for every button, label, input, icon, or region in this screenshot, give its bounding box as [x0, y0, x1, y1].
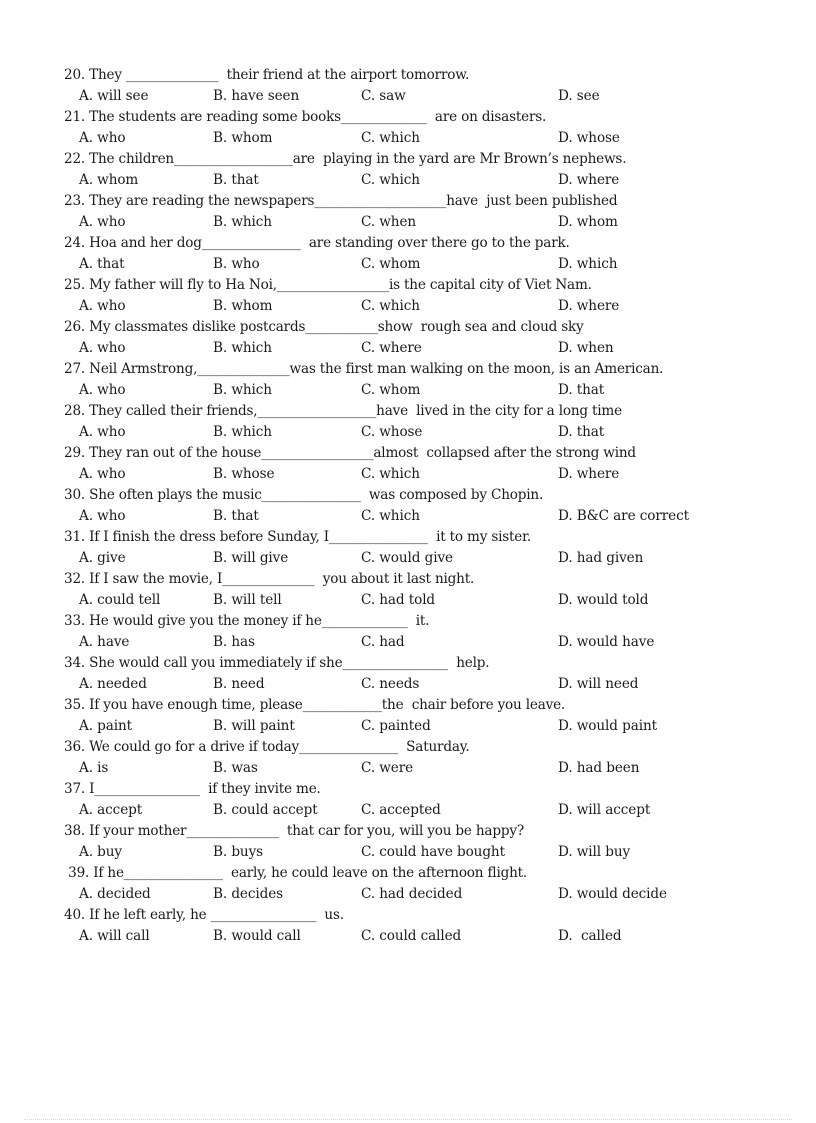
option-d: D. called	[558, 928, 622, 944]
option-c: C. had	[361, 634, 405, 650]
option-d: D. when	[558, 340, 614, 356]
option-a: A. decided	[79, 886, 151, 902]
question-28	[0, 400, 816, 442]
option-c: C. where	[361, 340, 422, 356]
question-30	[0, 484, 816, 526]
option-d: D. would told	[558, 592, 649, 608]
answer-options	[0, 927, 816, 945]
option-c: C. needs	[361, 676, 420, 692]
option-b: B. which	[213, 382, 272, 398]
option-a: A. who	[79, 382, 126, 398]
question-22	[0, 148, 816, 190]
question-stem: 34. She would call you immediately if she________________ help.	[64, 655, 490, 671]
question-29	[0, 442, 816, 484]
question-stem: 27. Neil Armstrong,______________was the first man walking on the moon, is an American.	[64, 361, 664, 377]
option-d: D. that	[558, 424, 605, 440]
option-a: A. have	[79, 634, 130, 650]
question-stem: 24. Hoa and her dog_______________ are standing over there go to the park.	[64, 235, 570, 251]
option-d: D. whom	[558, 214, 618, 230]
question-38	[0, 820, 816, 862]
option-a: A. needed	[79, 676, 147, 692]
option-c: C. had decided	[361, 886, 463, 902]
answer-options	[0, 759, 816, 777]
question-stem: 38. If your mother______________ that car for you, will you be happy?	[64, 823, 524, 839]
question-stem: 35. If you have enough time, please____________the chair before you leave.	[64, 697, 566, 713]
option-c: C. which	[361, 508, 420, 524]
question-stem: 40. If he left early, he ________________ us.	[64, 907, 344, 923]
question-21	[0, 106, 816, 148]
question-31	[0, 526, 816, 568]
option-d: D. that	[558, 382, 605, 398]
option-a: A. paint	[79, 718, 133, 734]
option-d: D. where	[558, 298, 620, 314]
option-c: C. could called	[361, 928, 462, 944]
question-stem: 37. I________________ if they invite me.	[64, 781, 321, 797]
question-39	[0, 862, 816, 904]
question-stem: 29. They ran out of the house_________________almost collapsed after the strong wind	[64, 445, 636, 461]
option-d: D. where	[558, 172, 620, 188]
answer-options	[0, 717, 816, 735]
option-d: D. B&C are correct	[558, 508, 689, 524]
question-36	[0, 736, 816, 778]
page-bottom-divider	[24, 1119, 792, 1120]
answer-options	[0, 423, 816, 441]
question-24	[0, 232, 816, 274]
option-b: B. which	[213, 214, 272, 230]
question-34	[0, 652, 816, 694]
answer-options	[0, 381, 816, 399]
answer-options	[0, 591, 816, 609]
option-d: D. had been	[558, 760, 640, 776]
option-b: B. whose	[213, 466, 275, 482]
question-40	[0, 904, 816, 946]
question-stem: 20. They ______________ their friend at the airport tomorrow.	[64, 67, 470, 83]
answer-options	[0, 675, 816, 693]
question-35	[0, 694, 816, 736]
option-d: D. where	[558, 466, 620, 482]
answer-options	[0, 633, 816, 651]
question-23	[0, 190, 816, 232]
option-c: C. which	[361, 130, 420, 146]
option-d: D. will buy	[558, 844, 631, 860]
answer-options	[0, 507, 816, 525]
option-a: A. whom	[79, 172, 139, 188]
option-b: B. was	[213, 760, 258, 776]
question-stem: 36. We could go for a drive if today_______________ Saturday.	[64, 739, 470, 755]
option-a: A. who	[79, 466, 126, 482]
option-a: A. accept	[79, 802, 143, 818]
option-a: A. could tell	[79, 592, 161, 608]
answer-options	[0, 297, 816, 315]
option-c: C. painted	[361, 718, 431, 734]
option-c: C. which	[361, 172, 420, 188]
option-b: B. whom	[213, 130, 273, 146]
question-33	[0, 610, 816, 652]
question-25	[0, 274, 816, 316]
option-c: C. whose	[361, 424, 423, 440]
answer-options	[0, 129, 816, 147]
option-a: A. that	[79, 256, 125, 272]
question-stem: 21. The students are reading some books_____________ are on disasters.	[64, 109, 547, 125]
option-c: C. accepted	[361, 802, 441, 818]
option-a: A. who	[79, 424, 126, 440]
option-b: B. need	[213, 676, 265, 692]
option-d: D. would paint	[558, 718, 657, 734]
option-b: B. which	[213, 424, 272, 440]
option-c: C. could have bought	[361, 844, 505, 860]
option-a: A. will see	[79, 88, 149, 104]
option-c: C. when	[361, 214, 417, 230]
question-37	[0, 778, 816, 820]
option-a: A. who	[79, 130, 126, 146]
option-c: C. which	[361, 466, 420, 482]
option-c: C. were	[361, 760, 414, 776]
answer-options	[0, 801, 816, 819]
option-a: A. who	[79, 508, 126, 524]
option-a: A. who	[79, 298, 126, 314]
option-d: D. would decide	[558, 886, 667, 902]
option-b: B. will paint	[213, 718, 295, 734]
option-b: B. that	[213, 508, 259, 524]
answer-options	[0, 171, 816, 189]
question-stem: 33. He would give you the money if he_____________ it.	[64, 613, 430, 629]
option-b: B. have seen	[213, 88, 300, 104]
option-a: A. is	[79, 760, 109, 776]
question-stem: 39. If he_______________ early, he could leave on the afternoon flight.	[64, 865, 528, 881]
option-b: B. will tell	[213, 592, 282, 608]
option-a: A. who	[79, 340, 126, 356]
option-b: B. that	[213, 172, 259, 188]
question-stem: 23. They are reading the newspapers____________________have just been published	[64, 193, 618, 209]
question-stem: 31. If I finish the dress before Sunday, I_______________ it to my sister.	[64, 529, 532, 545]
option-a: A. who	[79, 214, 126, 230]
answer-options	[0, 255, 816, 273]
option-b: B. whom	[213, 298, 273, 314]
option-c: C. saw	[361, 88, 406, 104]
answer-options	[0, 465, 816, 483]
question-27	[0, 358, 816, 400]
option-b: B. buys	[213, 844, 264, 860]
question-stem: 22. The children__________________are playing in the yard are Mr Brown’s nephews.	[64, 151, 627, 167]
option-a: A. will call	[79, 928, 150, 944]
option-a: A. give	[79, 550, 126, 566]
option-d: D. will accept	[558, 802, 651, 818]
answer-options	[0, 885, 816, 903]
worksheet	[0, 64, 816, 946]
option-c: C. whom	[361, 256, 421, 272]
option-c: C. which	[361, 298, 420, 314]
question-stem: 30. She often plays the music_______________ was composed by Chopin.	[64, 487, 544, 503]
answer-options	[0, 843, 816, 861]
question-stem: 28. They called their friends,__________________have lived in the city for a long time	[64, 403, 622, 419]
option-d: D. will need	[558, 676, 639, 692]
answer-options	[0, 87, 816, 105]
answer-options	[0, 213, 816, 231]
option-d: D. would have	[558, 634, 655, 650]
option-b: B. has	[213, 634, 255, 650]
option-b: B. which	[213, 340, 272, 356]
question-26	[0, 316, 816, 358]
option-d: D. see	[558, 88, 600, 104]
option-b: B. decides	[213, 886, 284, 902]
option-c: C. would give	[361, 550, 453, 566]
option-c: C. whom	[361, 382, 421, 398]
option-b: B. will give	[213, 550, 289, 566]
answer-options	[0, 339, 816, 357]
question-20	[0, 64, 816, 106]
option-d: D. whose	[558, 130, 620, 146]
option-c: C. had told	[361, 592, 436, 608]
option-b: B. could accept	[213, 802, 318, 818]
option-a: A. buy	[79, 844, 122, 860]
option-b: B. who	[213, 256, 260, 272]
question-stem: 25. My father will fly to Ha Noi,_________________is the capital city of Viet Nam.	[64, 277, 592, 293]
answer-options	[0, 549, 816, 567]
option-d: D. which	[558, 256, 618, 272]
question-stem: 32. If I saw the movie, I______________ you about it last night.	[64, 571, 475, 587]
option-b: B. would call	[213, 928, 301, 944]
question-stem: 26. My classmates dislike postcards___________show rough sea and cloud sky	[64, 319, 584, 335]
question-32	[0, 568, 816, 610]
option-d: D. had given	[558, 550, 644, 566]
